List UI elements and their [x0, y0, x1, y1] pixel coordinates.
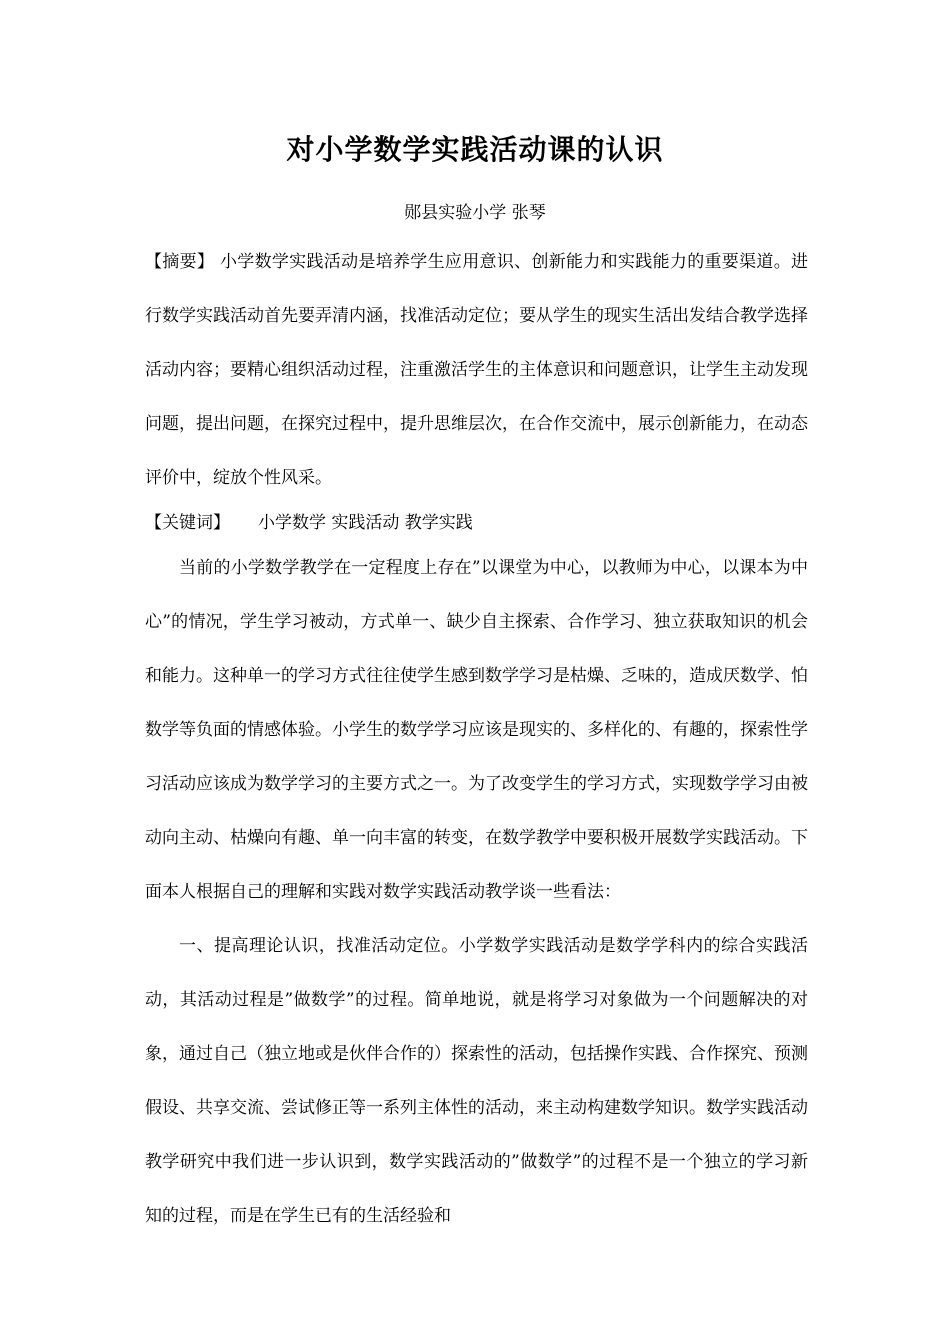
document-title: 对小学数学实践活动课的认识	[286, 133, 664, 166]
paragraph-2: 一、提高理论认识，找准活动定位。小学数学实践活动是数学学科内的综合实践活动，其活动过程是”做数学”的过程。简单地说，就是将学习对象做为一个问题解决的对象，通过自己（独立地或是伙伴合作的）探索性的活动，包括操作实践、合作探究、预测假设、共享交流、尝试修正等一系列主体性的活动，来主动构建数学知识。数学实践活动教学研究中我们进一步认识到，数学实践活动的”做数学”的过程不是一个独立的学习新知的过程，而是在学生已有的生活经验和	[145, 936, 808, 1226]
abstract-text: 小学数学实践活动是培养学生应用意识、创新能力和实践能力的重要渠道。进行数学实践活动首先要弄清内涵，找准活动定位；要从学生的现实生活出发结合教学选择活动内容；要精心组织活动过程，注重激活学生的主体意识和问题意识，让学生主动发现问题，提出问题，在探究过程中，提升思维层次，在合作交流中，展示创新能力，在动态评价中，绽放个性风采。	[145, 252, 809, 488]
keywords-label: 【关键词】	[145, 513, 230, 533]
abstract	[145, 235, 808, 505]
keywords-text: 小学数学 实践活动 教学实践	[258, 513, 473, 533]
document-body	[145, 235, 808, 1243]
document-author: 郧县实验小学 张琴	[404, 203, 546, 223]
paragraph-1: 当前的小学数学教学在一定程度上存在”以课堂为中心，以教师为中心，以课本为中心”的情况，学生学习被动，方式单一、缺少自主探索、合作学习、独立获取知识的机会和能力。这种单一的学习方式往往使学生感到数学学习是枯燥、乏味的，造成厌数学、怕数学等负面的情感体验。小学生的数学学习应该是现实的、多样化的、有趣的，探索性学习活动应该成为数学学习的主要方式之一。为了改变学生的学习方式，实现数学学习由被动向主动、枯燥向有趣、单一向丰富的转变，在数学教学中要积极开展数学实践活动。下面本人根据自己的理解和实践对数学实践活动教学谈一些看法：	[145, 558, 808, 902]
keywords	[145, 505, 808, 541]
abstract-label: 【摘要】	[145, 252, 215, 272]
